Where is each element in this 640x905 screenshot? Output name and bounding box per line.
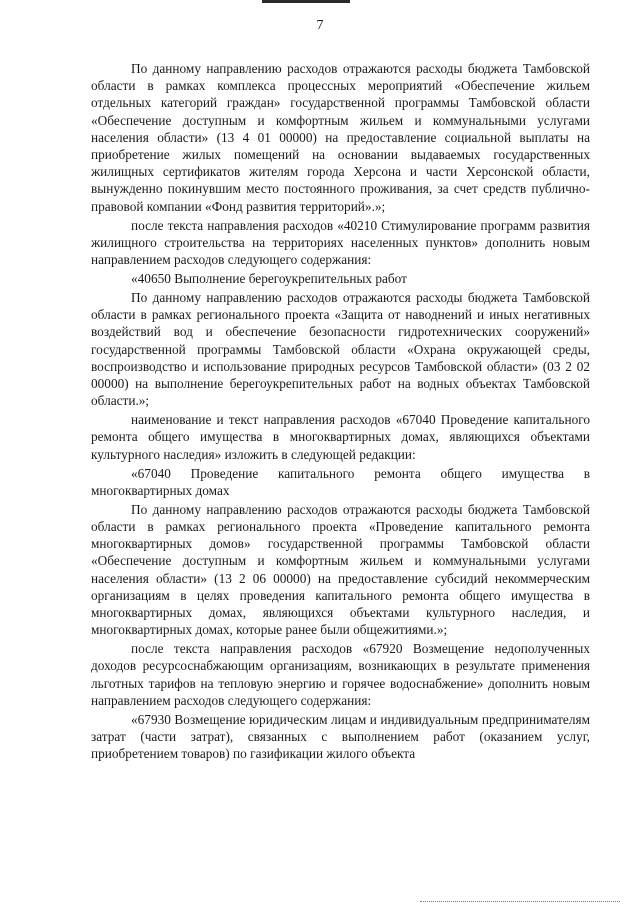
paragraph-6: «67040 Проведение капитального ремонта общего имущества в многоквартирных домах — [91, 465, 590, 498]
paragraph-4: По данному направлению расходов отражаются расходы бюджета Тамбовской области в рамках регионального проекта «Защита от наводнений и иных негативных воздействий вод и обеспечение безопасности гидротехнических сооружений» государственной программы Тамбовской области «Охрана окружающей среды, воспроизводство и использование природных ресурсов Тамбовской области» (03 2 02 00000) на выполнение берегоукрепительных работ на водных объектах Тамбовской области.»; — [91, 290, 590, 409]
bottom-scan-marks — [420, 897, 620, 902]
page-number: 7 — [316, 18, 324, 33]
paragraph-2: после текста направления расходов «40210 Стимулирование программ развития жилищного строительства на территориях населенных пунктов» дополнить новым направлением расходов следующего содержания: — [91, 217, 590, 268]
paragraph-8: после текста направления расходов «67920 Возмещение недополученных доходов ресурсоснабжающим организациям, возникающих в результате применения льготных тарифов на тепловую энергию и горячее водоснабжение» дополнить новым направлением расходов следующего содержания: — [91, 641, 590, 708]
paragraph-9: «67930 Возмещение юридическим лицам и индивидуальным предпринимателям затрат (части затрат), связанных с выполнением работ (оказанием услуг, приобретением товаров) по газификации жилого объекта — [91, 711, 590, 762]
document-body — [91, 60, 590, 764]
top-scan-mark — [262, 0, 350, 3]
paragraph-1: По данному направлению расходов отражаются расходы бюджета Тамбовской области в рамках комплекса процессных мероприятий «Обеспечение жильем отдельных категорий граждан» государственной программы Тамбовской области «Обеспечение доступным и комфортным жильем и коммунальными услугами населения области» (13 4 01 00000) на предоставление социальной выплаты на приобретение жилых помещений на основании выдаваемых государственных жилищных сертификатов жителям города Херсона и части Херсонской области, вынужденно покинувшим место постоянного проживания, за счет средств публично-правовой компании «Фонд развития территорий».»; — [91, 61, 590, 214]
paragraph-5: наименование и текст направления расходов «67040 Проведение капитального ремонта общего имущества в многоквартирных домах, являющихся объектами культурного наследия» изложить в следующей редакции: — [91, 412, 590, 462]
paragraph-3: «40650 Выполнение берегоукрепительных работ — [131, 271, 407, 287]
paragraph-7: По данному направлению расходов отражаются расходы бюджета Тамбовской области в рамках регионального проекта «Проведение капитального ремонта многоквартирных домов» государственной программы Тамбовской области «Обеспечение доступным и комфортным жильем и коммунальными услугами населения области» (13 2 06 00000) на предоставление субсидий некоммерческим организациям в целях проведения капитального ремонта общего имущества в многоквартирных домах, являющихся объектами культурного наследия, и многоквартирных домах, которые ранее были общежитиями.»; — [91, 501, 590, 638]
